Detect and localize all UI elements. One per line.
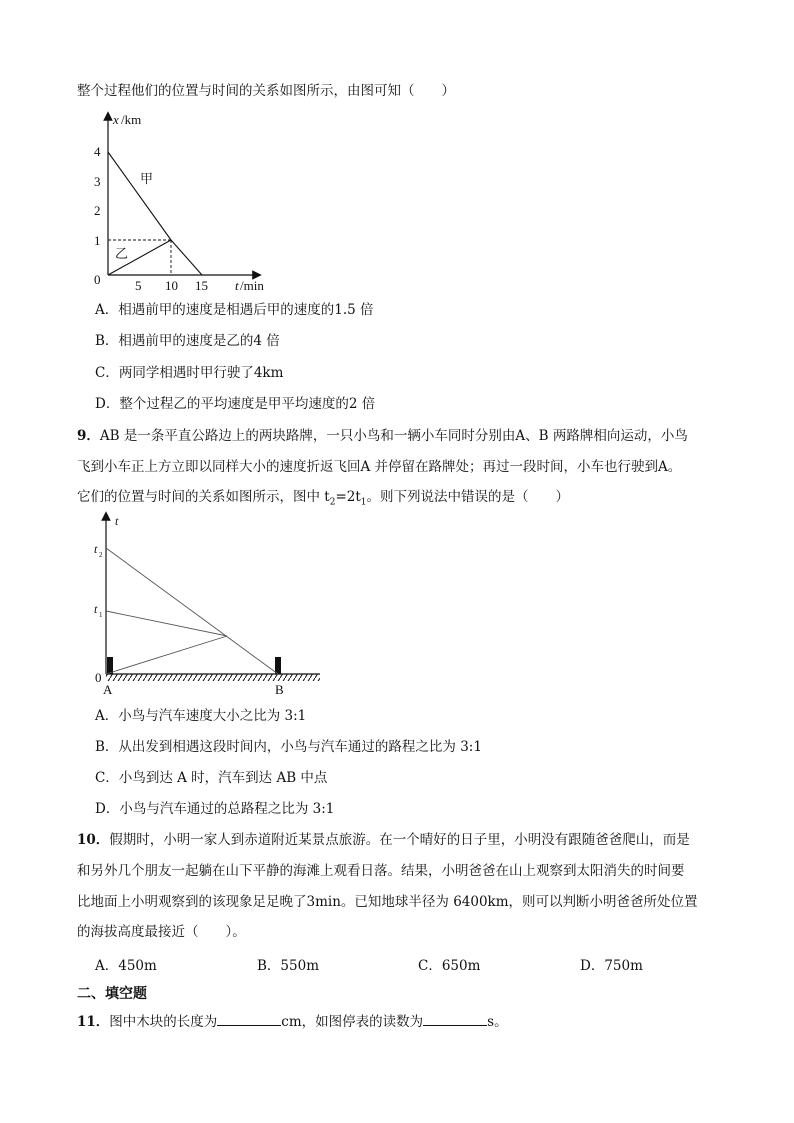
q10-option-d: D．750m <box>580 958 643 974</box>
label-yi: 乙 <box>115 246 129 261</box>
q10-line-1 <box>77 831 690 849</box>
y-tick-3: 3 <box>94 174 101 189</box>
q10-line-2: 和另外几个朋友一起躺在山下平静的海滩上观看日落。结果，小明爸爸在山上观察到太阳消失的时间要 <box>77 863 685 879</box>
t1-label: t <box>94 602 98 616</box>
q8-stem: 整个过程他们的位置与时间的关系如图所示，由图可知（ ） <box>77 83 455 99</box>
q8-option-d: D．整个过程乙的平均速度是甲平均速度的2 倍 <box>95 396 376 412</box>
jia-line-after <box>171 240 202 275</box>
jia-line-before <box>108 152 171 240</box>
label-a: A <box>103 682 113 697</box>
origin-label: 0 <box>95 670 102 685</box>
q11-line <box>77 1011 508 1031</box>
ground-hatch <box>106 674 320 681</box>
q10-option-b: B．550m <box>257 958 319 974</box>
q9-line3-a: 它们的位置与时间的关系如图所示，图中 t <box>77 489 330 505</box>
q9-line-3 <box>77 488 569 512</box>
sign-post-b <box>275 657 281 674</box>
y-axis-label-unit: /km <box>121 112 142 127</box>
x-axis-label-var: t <box>235 278 239 293</box>
q9-xt-graph <box>85 510 335 704</box>
q11-text-a: 图中木块的长度为 <box>109 1014 218 1030</box>
q9-line3-b: =2t <box>335 489 361 505</box>
q10-text-1: 假期时，小明一家人到赤道附近某景点旅游。在一个晴好的日子里，小明没有跟随爸爸爬山，而是 <box>109 832 690 848</box>
q8-option-a: A．相遇前甲的速度是相遇后甲的速度的1.5 倍 <box>95 302 374 318</box>
q11-text-c: s。 <box>487 1014 508 1030</box>
x-tick-5: 5 <box>135 278 142 293</box>
q8-option-b: B．相遇前甲的速度是乙的4 倍 <box>95 333 280 349</box>
q10-number: 10． <box>77 832 110 848</box>
q11-number: 11． <box>77 1014 110 1030</box>
origin-label: 0 <box>94 272 101 287</box>
t1-sub: 1 <box>99 611 103 619</box>
label-jia: 甲 <box>140 171 154 186</box>
x-axis-label-unit: /min <box>240 278 264 293</box>
q9-option-c: C．小鸟到达 A 时，汽车到达 AB 中点 <box>95 770 328 786</box>
y-tick-1: 1 <box>94 233 101 248</box>
q11-blank-stopwatch[interactable] <box>423 1011 487 1026</box>
q9-line-2: 飞到小车正上方立即以同样大小的速度折返飞回A 并停留在路牌处；再过一段时间，小车也行驶到A。 <box>77 459 682 475</box>
q9-text-1: AB 是一条平直公路边上的两块路牌，一只小鸟和一辆小车同时分别由A、B 两路牌相向运动，小鸟 <box>99 428 688 444</box>
q8-option-c: C．两同学相遇时甲行驶了4km <box>95 365 284 381</box>
y-tick-4: 4 <box>94 144 101 159</box>
q10-option-c: C．650m <box>418 958 481 974</box>
t2-sub: 2 <box>99 551 103 559</box>
q9-option-a: A．小鸟与汽车速度大小之比为 3:1 <box>95 708 307 724</box>
q9-line3-c: 。则下列说法中错误的是（ ） <box>366 489 570 505</box>
y-axis-label-var: x <box>113 112 119 127</box>
q9-line-1 <box>77 427 688 445</box>
y-tick-2: 2 <box>94 203 101 218</box>
q9-option-b: B．从出发到相遇这段时间内，小鸟与汽车通过的路程之比为 3:1 <box>95 739 482 755</box>
bird-out-line <box>106 636 227 674</box>
q8-xt-graph <box>85 110 285 299</box>
t2-label: t <box>94 542 98 556</box>
q11-text-b: cm，如图停表的读数为 <box>281 1014 424 1030</box>
q9-line3-sub2: 1 <box>360 497 367 508</box>
q9-line3-sub1: 2 <box>329 497 336 508</box>
car-line <box>106 548 278 674</box>
q9-number: 9． <box>77 428 100 444</box>
q10-option-a: A．450m <box>95 958 157 974</box>
q10-line-3: 比地面上小明观察到的该现象足足晚了3min。已知地球半径为 6400km，则可以判断小明爸爸所处位置 <box>77 894 698 910</box>
sign-post-a <box>107 657 113 674</box>
q9-option-d: D．小鸟与汽车通过的总路程之比为 3:1 <box>95 801 335 817</box>
q10-line-4: 的海拔高度最接近（ ）。 <box>77 924 246 940</box>
section-heading-fill-in: 二、填空题 <box>77 986 147 1002</box>
q11-blank-length[interactable] <box>217 1011 281 1026</box>
label-b: B <box>275 682 284 697</box>
x-tick-15: 15 <box>195 278 208 293</box>
t-axis-label: t <box>115 514 119 528</box>
x-tick-10: 10 <box>165 278 178 293</box>
